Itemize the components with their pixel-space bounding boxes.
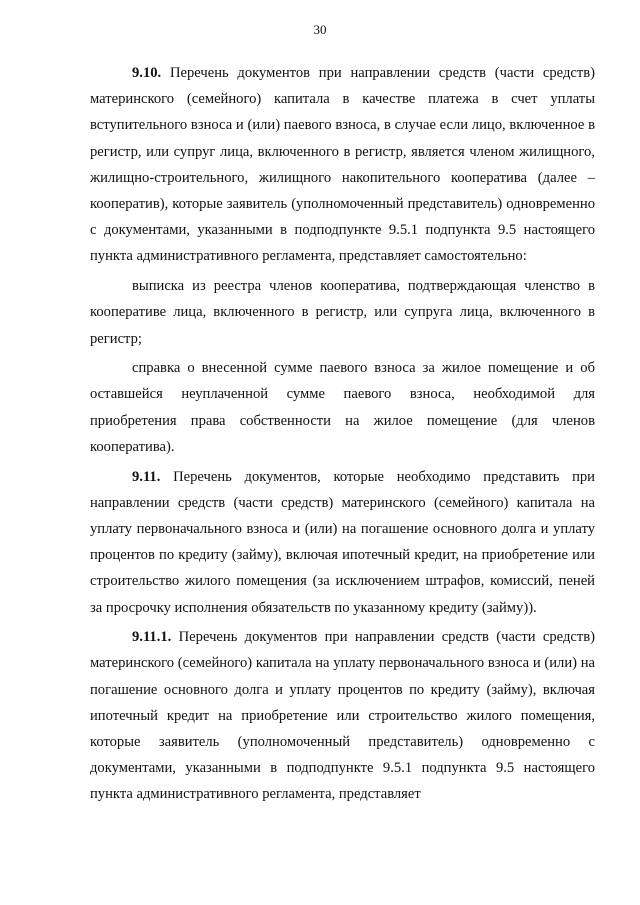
- clause-number: 9.11.1.: [132, 629, 172, 646]
- paragraph-text: справка о внесенной сумме паевого взноса за жилое помещение и об оставшейся неуплаченной сумме паевого взноса, необходимой для приобретения права собственности на жилое помещение (для членов кооператива).: [90, 360, 595, 455]
- paragraph-text: выписка из реестра членов кооператива, подтверждающая членство в кооперативе лица, включенного в регистр, или супруга лица, включенного в регистр;: [90, 278, 595, 347]
- clause-number: 9.11.: [132, 468, 161, 485]
- paragraph-text: Перечень документов при направлении средств (части средств) материнского (семейного) капитала в качестве платежа в счет уплаты вступительного взноса и (или) паевого взноса, в случае если лицо, включенное в регистр, или супруг лица, включенного в регистр, является членом жилищного, жилищно-строительного, жилищного накопительного кооператива (далее – кооператив), которые заявитель (уполномоченный представитель) одновременно с документами, указанными в подподпункте 9.5.1 подпункта 9.5 настоящего пункта административного регламента, представляет самостоятельно:: [90, 65, 595, 265]
- clause-number: 9.10.: [132, 65, 162, 81]
- paragraph-extract-registry: [90, 273, 595, 352]
- page-number: 30: [313, 22, 327, 37]
- document-body: [90, 60, 595, 808]
- paragraph-text: Перечень документов, которые необходимо представить при направлении средств (части средств) материнского (семейного) капитала на уплату первоначального взноса и (или) на погашение основного долга и уплату процентов по кредиту (займу), включая ипотечный кредит, на приобретение или строительство жилого помещения (за исключением штрафов, комиссий, пеней за просрочку исполнения обязательств по указанному кредиту (займу)).: [90, 468, 595, 616]
- paragraph-9-11: [90, 464, 595, 621]
- paragraph-certificate-share: [90, 355, 595, 460]
- paragraph-9-11-1: [90, 624, 595, 807]
- paragraph-text: Перечень документов при направлении средств (части средств) материнского (семейного) капитала на уплату первоначального взноса и (или) на погашение основного долга и уплату процентов по кредиту (займу), включая ипотечный кредит на приобретение или строительство жилого помещения, которые заявитель (уполномоченный представитель) одновременно с документами, указанными в подподпункте 9.5.1 подпункта 9.5 настоящего пункта административного регламента, представляет: [90, 629, 595, 803]
- paragraph-9-10: [90, 60, 595, 270]
